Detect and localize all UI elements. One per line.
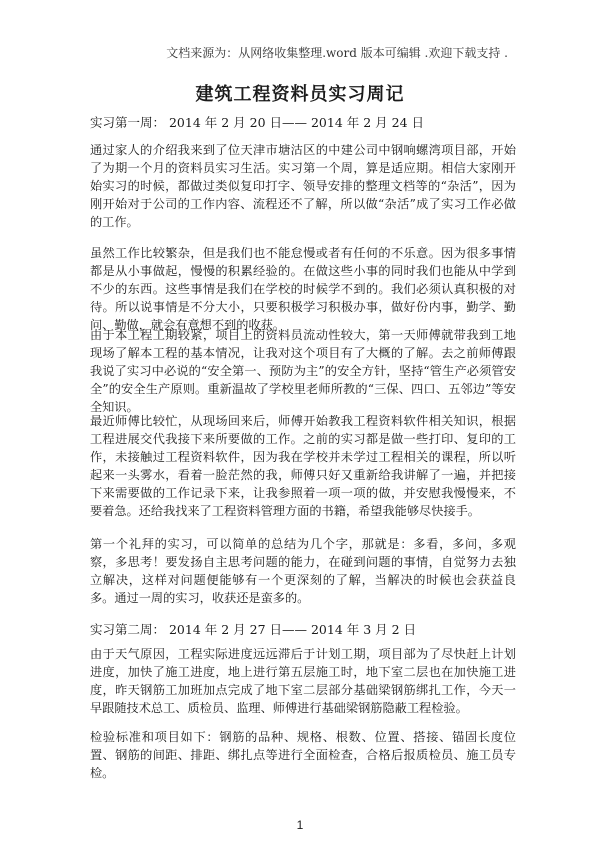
paragraph: 虽然工作比较繁杂，但是我们也不能怠慢或者有任何的不乐意。因为很多事情都是从小事做起，慢慢的积累经验的。在做这些小事的同时我们也能从中学到不少的东西。这些事情是我们在学校的时候学不到的。我们必须认真积极的对待。所以说事情是不分大小，只要积极学习积极办事，做好份内事，勤学、勤问、勤做，就会有意想不到的收获。: [90, 246, 516, 332]
paragraph: 由于本工程工期较紧，项目上的资料员流动性较大，第一天师傅就带我到工地现场了解本工程的基本情况，让我对这个项目有了大概的了解。去之前师傅跟我说了实习中必说的“安全第一、预防为主”的安全方针，坚持“管生产必须管安全”的安全生产原则。重新温故了学校里老师所教的“三保、四口、五邻边”等安全知识。: [90, 328, 516, 414]
paragraph: 通过家人的介绍我来到了位天津市塘沽区的中建公司中钢响螺湾项目部，开始了为期一个月的资料员实习生活。实习第一个周，算是适应期。相信大家刚开始实习的时候，都做过类似复印打字、领导安排的整理文档等的“杂活”，因为 刚开始对于公司的工作内容、流程还不了解，所以做“杂活”成了实习工作必做的工作。: [90, 143, 516, 229]
paragraph: 检验标准和项目如下：钢筋的品种、规格、根数、位置、搭接、锚固长度位置、钢筋的间距、排距、绑扎点等进行全面检查，合格后报质检员、施工员专检。: [90, 730, 516, 780]
header-note: 文档来源为：从网络收集整理.word 版本可编辑 .欢迎下载支持 .: [166, 46, 508, 60]
page-number: 1: [296, 818, 304, 832]
document-title: 建筑工程资料员实习周记: [195, 84, 405, 105]
week2-heading: 实习第二周： 2014 年 2 月 27 日—— 2014 年 3 月 2 日: [90, 622, 417, 637]
paragraph: 第一个礼拜的实习，可以简单的总结为几个字，那就是：多看，多问，多观察，多思考！要发扬自主思考问题的能力，在碰到问题的事情，自觉努力去独立解决，这样对问题便能够有一个更深刻的了解，当解决的时候也会获益良多。通过一周的实习，收获还是蛮多的。: [90, 537, 516, 605]
paragraph: 由于天气原因，工程实际进度远远滞后于计划工期，项目部为了尽快赶上计划进度，加快了施工进度，地上进行第五层施工时，地下室二层也在加快施工进度，昨天钢筋工加班加点完成了地下室二层部分基础梁钢筋绑扎工作，今天一早跟随技术总工、质检员、监理、师傅进行基础梁钢筋隐蔽工程检验。: [90, 647, 516, 715]
paragraph: 最近师傅比较忙，从现场回来后，师傅开始教我工程资料软件相关知识，根据工程进展交代我接下来所要做的工作。之前的实习都是做一些打印、复印的工作，未接触过工程资料软件，因为我在学校并未学过工程相关的课程，所以听起来一头雾水，看着一脸茫然的我，师傅只好又重新给我讲解了一遍，并把接下来需要做的工作记录下来，让我参照着一项一项的做，并安慰我慢慢来，不要着急。还给我找来了工程资料管理方面的书籍，希望我能够尽快接手。: [90, 414, 516, 518]
week1-heading: 实习第一周： 2014 年 2 月 20 日—— 2014 年 2 月 24 日: [90, 115, 425, 130]
